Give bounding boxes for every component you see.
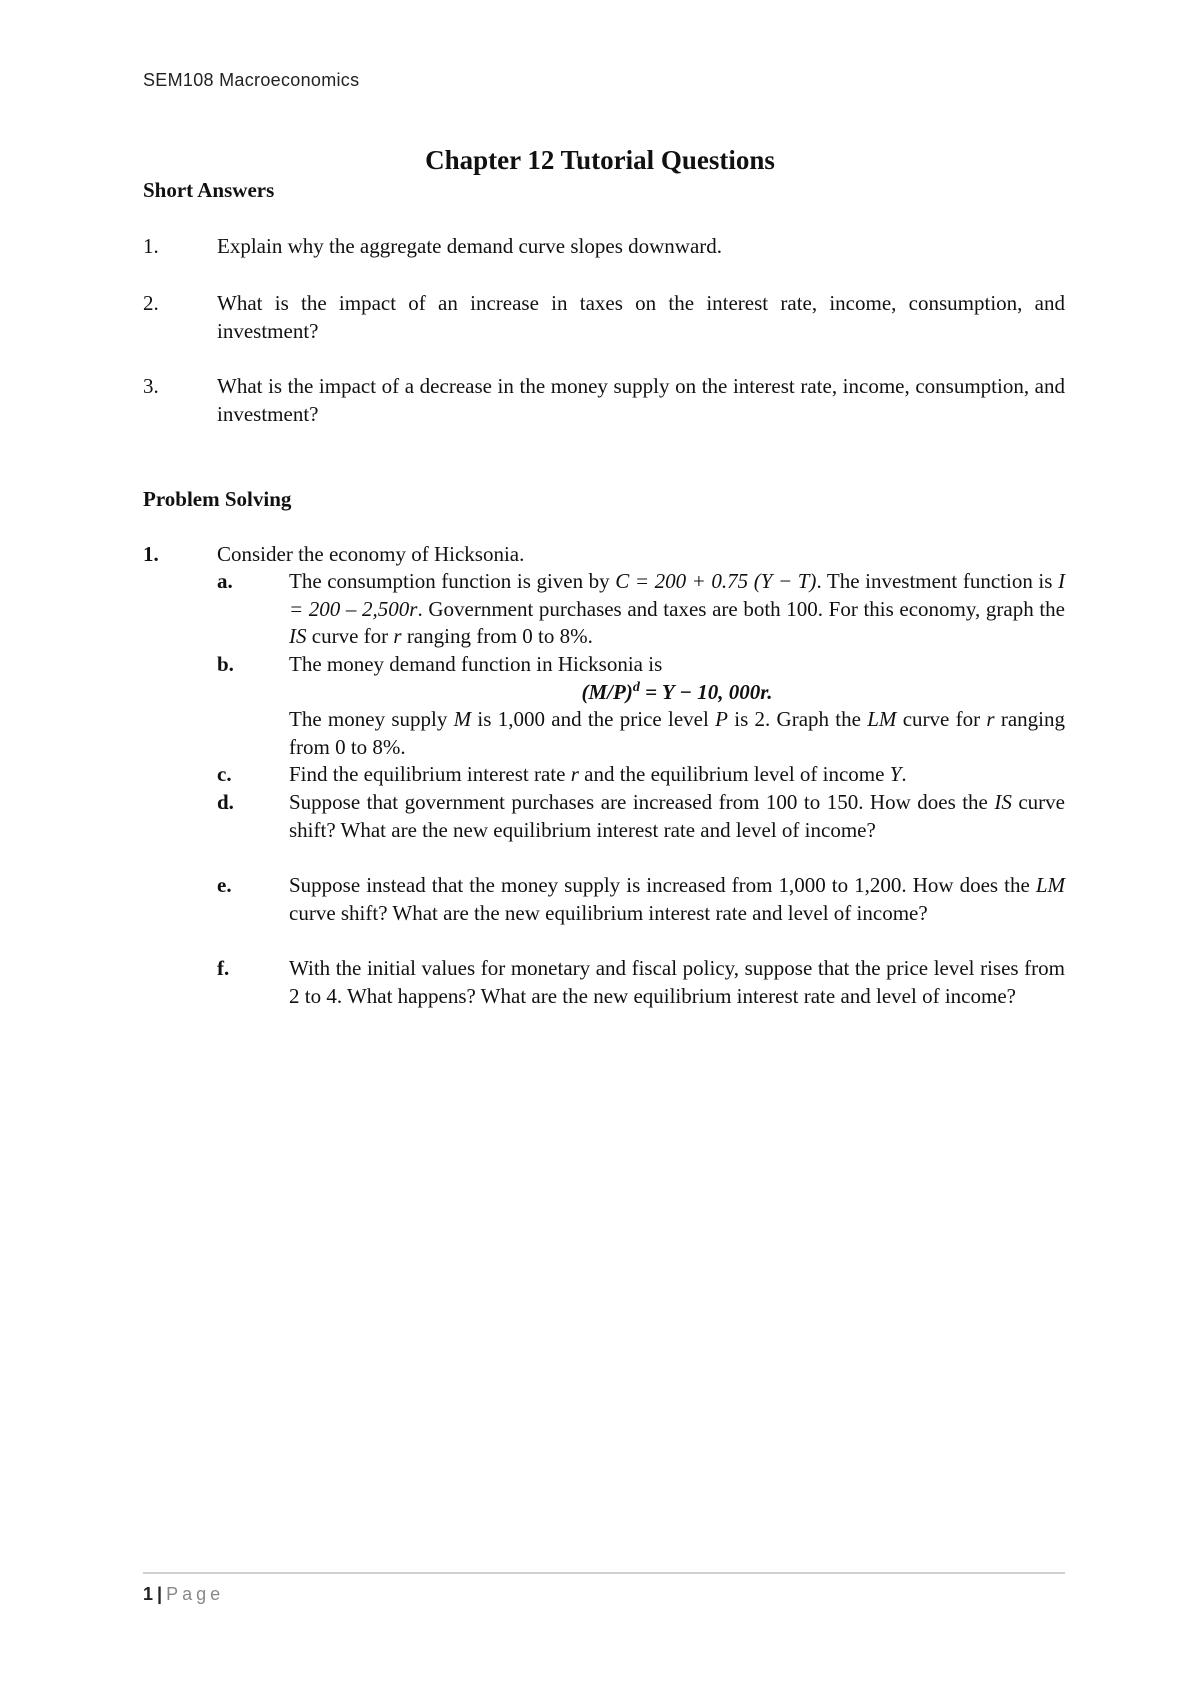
footer-separator: | — [157, 1584, 163, 1604]
subquestion-b — [143, 651, 1065, 761]
lm-symbol: LM — [867, 707, 897, 731]
item-number: 1. — [143, 234, 159, 258]
p-symbol: P — [715, 707, 728, 731]
problem-solving-heading: Problem Solving — [143, 487, 292, 511]
r-symbol: r — [986, 707, 995, 731]
text-run: curve shift? What are the new equilibrium interest rate and level of income? — [289, 790, 1065, 842]
item-text: What is the impact of an increase in taxes on the interest rate, income, consumption, and investment? — [217, 291, 1065, 343]
text-run: curve for — [896, 707, 987, 731]
subquestion-text — [289, 568, 1065, 651]
subquestion-c — [143, 761, 1065, 789]
document-header: SEM108 Macroeconomics — [143, 70, 360, 90]
short-answers-heading: Short Answers — [143, 178, 275, 202]
short-answer-item — [143, 290, 1065, 345]
item-text: Explain why the aggregate demand curve slopes downward. — [217, 234, 723, 258]
text-run: The money supply — [289, 707, 454, 731]
item-text: What is the impact of a decrease in the money supply on the interest rate, income, consumption, and investment? — [217, 374, 1065, 426]
text-run: The consumption function is given by — [289, 569, 616, 593]
text-run: Suppose instead that the money supply is increased from 1,000 to 1,200. How does the — [289, 873, 1036, 897]
text-run: curve shift? What are the new equilibrium interest rate and level of income? — [289, 900, 928, 925]
short-answer-item — [143, 233, 1065, 261]
subquestion-e — [143, 872, 1065, 927]
problem-intro-text: Consider the economy of Hicksonia. — [217, 542, 525, 566]
page-number: 1 — [143, 1584, 154, 1604]
short-answer-item — [143, 373, 1065, 428]
is-symbol: IS — [289, 624, 307, 648]
lm-symbol: LM — [1035, 873, 1065, 897]
formula-superscript: d — [632, 679, 640, 695]
text-run: ranging from 0 to 8%. — [401, 624, 593, 648]
subquestion-d — [143, 789, 1065, 844]
text-run: Find the equilibrium interest rate — [289, 762, 571, 786]
subquestion-text: With the initial values for monetary and fiscal policy, suppose that the price level rises from 2 to 4. What happens? What are the new equilibrium interest rate and level of income? — [289, 956, 1065, 1008]
text-run: . The investment function is — [816, 569, 1058, 593]
text-run: and the equilibrium level of income — [578, 762, 890, 786]
text-run: The money demand function in Hicksonia is — [289, 652, 663, 676]
subquestion-letter: e. — [217, 873, 232, 897]
subquestion-text — [289, 872, 1065, 927]
footer-divider — [143, 1572, 1065, 1574]
text-run: Suppose that government purchases are increased from 100 to 150. How does the — [289, 790, 995, 814]
y-symbol: Y — [889, 762, 902, 786]
m-symbol: M — [453, 707, 472, 731]
subquestion-f — [143, 955, 1065, 1010]
item-number: 2. — [143, 291, 159, 315]
text-run: curve for — [306, 624, 394, 648]
formula-rhs: = Y − 10, 000r. — [639, 679, 773, 704]
problem-intro — [217, 541, 1065, 569]
text-run: ranging from 0 to 8%. — [289, 707, 1066, 759]
page-title: Chapter 12 Tutorial Questions — [425, 145, 775, 175]
subquestion-letter: a. — [217, 569, 233, 593]
subquestion-text — [289, 651, 1065, 761]
money-demand-formula — [289, 679, 1065, 707]
consumption-equation: C = 200 + 0.75 (Y − T) — [615, 569, 817, 593]
is-symbol: IS — [994, 790, 1012, 814]
r-symbol: r — [570, 762, 579, 786]
page-footer — [143, 1584, 224, 1605]
subquestion-letter: d. — [217, 790, 234, 814]
text-run: . Government purchases and taxes are both 100. For this economy, graph the — [417, 596, 1065, 621]
text-line — [289, 706, 1065, 761]
subquestion-a — [143, 568, 1065, 651]
formula-lhs: (M/P) — [581, 679, 633, 704]
subquestion-text — [289, 761, 1065, 789]
text-run: is 2. Graph the — [727, 707, 868, 731]
r-symbol: r — [393, 624, 402, 648]
problem-number: 1. — [143, 542, 159, 566]
subquestion-letter: c. — [217, 762, 232, 786]
text-run: . — [901, 762, 907, 786]
subquestion-text — [289, 789, 1065, 844]
investment-equation: I = 200 – 2,500r — [289, 569, 1065, 621]
subquestion-letter: b. — [217, 652, 234, 676]
item-number: 3. — [143, 374, 159, 398]
page-label: Page — [166, 1584, 225, 1604]
text-run: is 1,000 and the price level — [471, 707, 716, 731]
subquestion-letter: f. — [217, 956, 230, 980]
